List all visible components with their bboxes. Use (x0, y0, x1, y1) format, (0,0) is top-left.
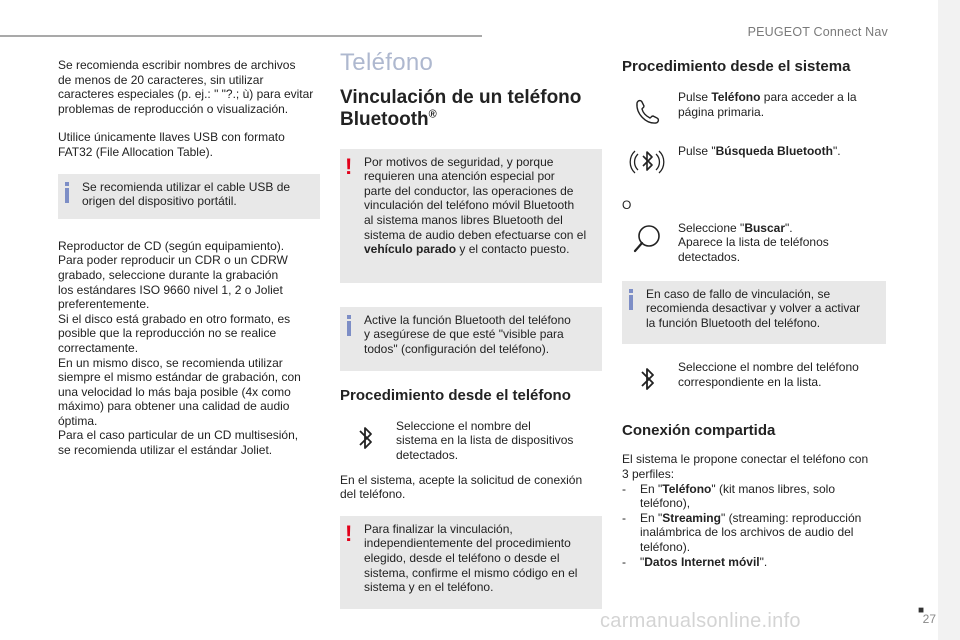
bluetooth-search-icon (628, 144, 666, 184)
step-select-phone (622, 360, 886, 404)
info-box-text: Se recomienda utilizar el cable USB de origen del dispositivo portátil. (82, 179, 291, 209)
top-rule (0, 35, 482, 37)
warning-box-text: Por motivos de seguridad, y porque requieren una atención especial por parte del conductor, las operaciones de vinculación del teléfono móvil Bluetooth al sistema manos libres Bluetooth del sistema de audio deben efectuarse con el vehículo parado y el contacto puesto. (364, 154, 587, 257)
footer-square-icon: ■ (917, 605, 924, 616)
list-item: - En "Teléfono" (kit manos libres, solo teléfono), (622, 481, 836, 511)
pairing-heading-line1: Vinculación de un teléfono (340, 86, 582, 108)
bluetooth-icon (346, 419, 384, 459)
bluetooth-icon (628, 360, 666, 400)
step-press-phone (622, 90, 886, 134)
watermark: carmanualsonline.info (600, 610, 801, 632)
accept-request-paragraph: En el sistema, acepte la solicitud de conexión del teléfono. (340, 472, 583, 502)
header-title: PEUGEOT Connect Nav (747, 25, 888, 39)
bold-vehicle-parked: vehículo parado (364, 242, 457, 257)
column-1 (58, 58, 320, 472)
warning-icon: ! (345, 153, 353, 179)
step-text: Pulse Teléfono para acceder a la página primaria. (678, 90, 857, 119)
registered-mark: ® (428, 108, 437, 121)
warning-icon: ! (345, 520, 353, 546)
page-number: 27 (922, 612, 936, 626)
section-label: Teléfono (340, 49, 434, 76)
info-box-pairing-failure (622, 281, 886, 345)
step-search (622, 221, 886, 265)
step-select-system (340, 419, 602, 463)
pairing-heading (340, 87, 602, 131)
shared-connection-heading: Conexión compartida (622, 422, 776, 440)
cd-player-paragraph: Reproductor de CD (según equipamiento). Para poder reproducir un CDR o un CDRW grabado, seleccione durante la grabación los estándares ISO 9660 nivel 1, 2 o Joliet preferentemente. Si el disco está grabado en otro formato, es posible que la reproducción no se realice correctamente. En un mismo disco, se recomienda utilizar siempre el mismo estándar de grabación, con una velocidad lo más baja posible (4x como máximo) para obtener una calidad de audio óptima. Para el caso particular de un CD multisesión, se recomienda utilizar el estándar Joliet. (58, 238, 301, 458)
phone-procedure-heading: Procedimiento desde el teléfono (340, 386, 571, 404)
info-box-text: En caso de fallo de vinculación, se recomienda desactivar y volver a activar la función Bluetooth del teléfono. (646, 286, 861, 330)
info-box-usb-cable (58, 174, 320, 219)
warning-box-code (340, 516, 602, 609)
usb-filename-paragraph: Se recomienda escribir nombres de archivos de menos de 20 caracteres, sin utilizar caracteres especiales (p. ej.: " "?.; ù) para evitar problemas de reproducción o visualización. (58, 58, 314, 116)
or-separator: O (622, 198, 632, 212)
usb-format-paragraph: Utilice únicamente llaves USB con formato FAT32 (File Allocation Table). (58, 130, 285, 159)
search-icon (628, 221, 666, 261)
profiles-list (622, 482, 886, 570)
step-text: Seleccione el nombre del teléfono correspondiente en la lista. (678, 360, 859, 389)
step-text: Pulse "Búsqueda Bluetooth". (678, 144, 841, 158)
phone-icon (628, 90, 666, 130)
system-procedure-heading: Procedimiento desde el sistema (622, 58, 851, 75)
pairing-heading-line2: Bluetooth (340, 108, 429, 130)
step-text: Seleccione el nombre del sistema en la lista de dispositivos detectados. (396, 418, 574, 462)
profiles-intro: El sistema le propone conectar el teléfono con 3 perfiles: (622, 452, 869, 481)
list-item: - "Datos Internet móvil". (622, 554, 768, 569)
step-text: Seleccione "Buscar". Aparece la lista de teléfonos detectados. (678, 220, 829, 264)
column-3 (622, 58, 886, 569)
step-bluetooth-search (622, 144, 886, 188)
list-item: - En "Streaming" (streaming: reproducción inalámbrica de los archivos de audio del teléfono). (622, 510, 862, 554)
column-2 (340, 49, 602, 625)
info-box-bluetooth-visible (340, 307, 602, 371)
warning-box-safety (340, 149, 602, 283)
info-box-text: Active la función Bluetooth del teléfono y asegúrese de que esté "visible para todos" (configuración del teléfono). (364, 312, 571, 356)
right-edge-band (938, 0, 960, 640)
warning-box-text: Para finalizar la vinculación, independientemente del procedimiento elegido, desde el teléfono o desde el sistema, confirme el mismo código en el sistema y en el teléfono. (364, 521, 578, 595)
